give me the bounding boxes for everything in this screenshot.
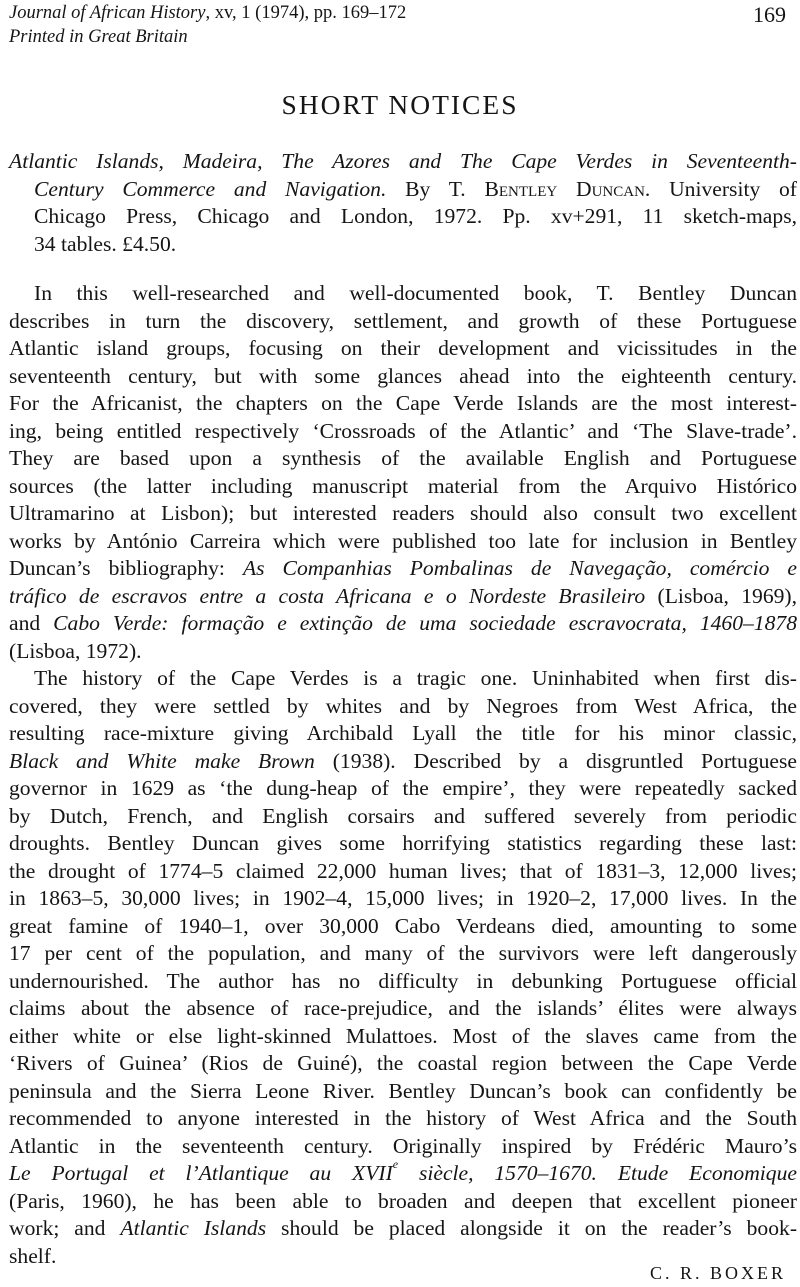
- body-line: covered, they were settled by whites and by Negroes from West Africa, the: [9, 693, 797, 718]
- review-body: [9, 280, 797, 1270]
- cited-title: Cabo Verde: formação e extinção de uma sociedade escravocrata, 1460–1878: [53, 611, 797, 635]
- author-name: Bentley Duncan: [484, 176, 645, 201]
- cited-title-text: siècle, 1570–1670. Etude Economique: [398, 1161, 797, 1185]
- superscript: e: [392, 1157, 399, 1171]
- running-head: [9, 2, 406, 24]
- book-title-line: [9, 148, 797, 176]
- book-title-part2: Century Commerce and Navigation.: [34, 176, 387, 201]
- journal-citation: , xv, 1 (1974), pp. 169–172: [205, 3, 407, 23]
- body-line: shelf.: [9, 1243, 57, 1268]
- body-line: [9, 583, 797, 611]
- section-title: SHORT NOTICES: [281, 89, 519, 120]
- body-text: and: [9, 611, 54, 635]
- cited-title: As Companhias Pombalinas de Navegação, comércio e: [242, 556, 797, 580]
- body-line: in 1863–5, 30,000 lives; in 1902–4, 15,000 lives; in 1920–2, 17,000 lives. In the: [9, 886, 797, 910]
- body-line: works by António Carreira which were published too late for inclusion in Bentley: [9, 528, 797, 553]
- book-citation: [9, 148, 797, 258]
- body-line: [9, 610, 797, 638]
- body-text: should be placed alongside it on the reader’s book-: [266, 1216, 798, 1240]
- body-line: undernourished. The author has no difficulty in debunking Portuguese official: [9, 968, 797, 993]
- body-text: (Lisboa, 1969),: [645, 583, 798, 608]
- cited-title: Black and White make Brown: [9, 748, 315, 773]
- body-line: (Lisboa, 1972).: [9, 638, 142, 663]
- book-title-line: [9, 176, 797, 204]
- body-line: [9, 1157, 797, 1188]
- body-line: droughts. Bentley Duncan gives some horrifying statistics regarding these last:: [9, 831, 797, 855]
- body-line: claims about the absence of race-prejudice, and the islands’ élites were always: [9, 996, 797, 1020]
- body-line: peninsula and the Sierra Leone River. Bentley Duncan’s book can confidently be: [9, 1078, 797, 1103]
- publisher-line: 34 tables. £4.50.: [34, 231, 177, 256]
- publisher-text: . University of: [644, 176, 797, 201]
- body-line: the drought of 1774–5 claimed 22,000 human lives; that of 1831–3, 12,000 lives;: [9, 858, 797, 883]
- cited-title: [9, 1157, 797, 1185]
- body-line: 17 per cent of the population, and many of the survivors were left dangerously: [9, 941, 797, 965]
- cited-title-text: Le Portugal et l’Atlantique au XVII: [9, 1161, 393, 1185]
- body-text: work; and: [9, 1216, 121, 1240]
- printed-in: Printed in Great Britain: [9, 27, 188, 47]
- body-line: Ultramarino at Lisbon); but interested readers should also consult two excellent: [9, 501, 797, 525]
- body-text: Duncan’s bibliography:: [9, 556, 243, 580]
- book-title-part1: Atlantic Islands, Madeira, The Azores and The Cape Verdes in Seventeenth-: [9, 149, 797, 173]
- body-line: ing, being entitled respectively ‘Crossroads of the Atlantic’ and ‘The Slave-trade’.: [9, 418, 797, 443]
- body-line: For the Africanist, the chapters on the Cape Verde Islands are the most interest-: [9, 391, 797, 415]
- body-line: ‘Rivers of Guinea’ (Rios de Guiné), the coastal region between the Cape Verde: [9, 1051, 797, 1075]
- body-line: sources (the latter including manuscript material from the Arquivo Histórico: [9, 473, 797, 498]
- body-line: recommended to anyone interested in the history of West Africa and the South: [9, 1106, 797, 1130]
- reviewer-signature: C. R. BOXER: [649, 1263, 786, 1283]
- body-line: (Paris, 1960), he has been able to broaden and deepen that excellent pioneer: [9, 1188, 797, 1213]
- body-line: resulting race-mixture giving Archibald Lyall the title for his minor classic,: [9, 721, 797, 745]
- body-line: describes in turn the discovery, settlement, and growth of these Portuguese: [9, 308, 797, 333]
- body-text: (1938). Described by a disgruntled Portuguese: [314, 748, 797, 773]
- body-line: [9, 1215, 797, 1243]
- body-line: great famine of 1940–1, over 30,000 Cabo Verdeans died, amounting to some: [9, 913, 797, 938]
- cited-title: Atlantic Islands: [120, 1216, 267, 1240]
- body-line: They are based upon a synthesis of the available English and Portuguese: [9, 446, 797, 470]
- body-line: Atlantic in the seventeenth century. Originally inspired by Frédéric Mauro’s: [9, 1133, 797, 1158]
- body-line: seventeenth century, but with some glances ahead into the eighteenth century.: [9, 363, 797, 388]
- body-line: governor in 1629 as ‘the dung-heap of the empire’, they were repeatedly sacked: [9, 776, 797, 800]
- body-line: [9, 748, 797, 776]
- body-line: either white or else light-skinned Mulattoes. Most of the slaves came from the: [9, 1023, 797, 1048]
- body-line: The history of the Cape Verdes is a tragic one. Uninhabited when first dis-: [34, 666, 797, 690]
- cited-title: tráfico de escravos entre a costa Africana e o Nordeste Brasileiro: [9, 583, 646, 608]
- body-line: by Dutch, French, and English corsairs and suffered severely from periodic: [9, 803, 797, 828]
- body-line: In this well-researched and well-documented book, T. Bentley Duncan: [34, 281, 797, 305]
- journal-name: Journal of African History: [9, 3, 206, 23]
- body-line: [9, 555, 797, 583]
- publisher-line: Chicago Press, Chicago and London, 1972. Pp. xv+291, 11 sketch-maps,: [34, 204, 797, 229]
- by-text: By T.: [386, 176, 485, 201]
- body-line: Atlantic island groups, focusing on their development and vicissitudes in the: [9, 336, 797, 360]
- page-number: 169: [753, 2, 786, 27]
